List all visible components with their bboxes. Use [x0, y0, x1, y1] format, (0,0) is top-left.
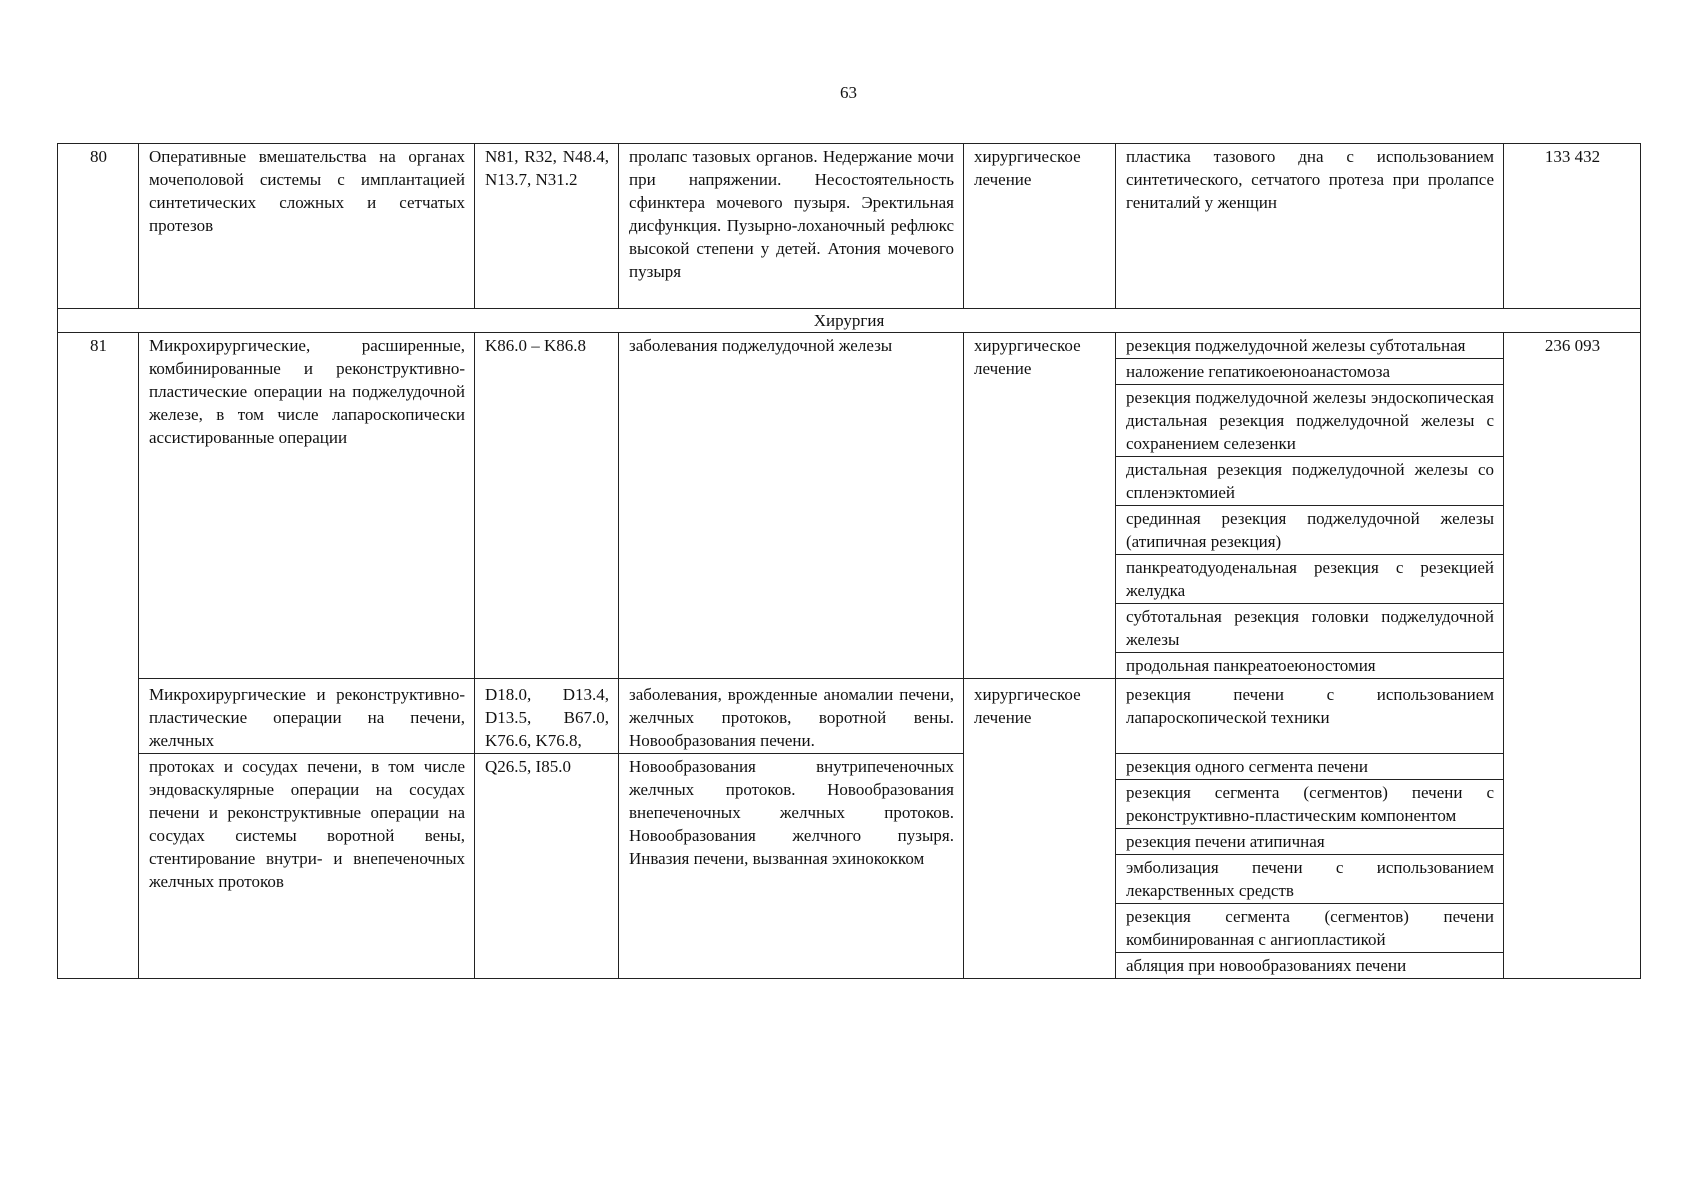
section-title: Хирургия	[58, 309, 1641, 333]
patient-model: заболевания, врожденные аномалии печени, желчных протоков, воротной вены. Новообразования печени.	[619, 679, 964, 754]
treatment-method: абляция при новообразованиях печени	[1116, 953, 1504, 979]
treatment-method: резекция поджелудочной железы эндоскопическая дистальная резекция поджелудочной железы с сохранением селезенки	[1116, 385, 1504, 457]
cost: 133 432	[1504, 144, 1641, 309]
icd-codes: K86.0 – K86.8	[475, 333, 619, 679]
treatment-type: хирургическое лечение	[964, 333, 1116, 679]
treatment-method: резекция сегмента (сегментов) печени с реконструктивно-пластическим компонентом	[1116, 780, 1504, 829]
cost: 236 093	[1504, 333, 1641, 979]
icd-codes: D18.0, D13.4, D13.5, B67.0, K76.6, K76.8,	[475, 679, 619, 754]
section-row	[58, 309, 1641, 333]
icd-codes: N81, R32, N48.4, N13.7, N31.2	[475, 144, 619, 309]
table-row-81	[58, 333, 1641, 359]
patient-model: Новообразования внутрипеченочных желчных протоков. Новообразования внепеченочных желчных протоков. Новообразования желчного пузыря. Инвазия печени, вызванная эхинококком	[619, 754, 964, 979]
service-name: Микрохирургические, расширенные, комбинированные и реконструктивно-пластические операции на поджелудочной железе, в том числе лапароскопически ассистированные операции	[139, 333, 475, 679]
treatment-method: дистальная резекция поджелудочной железы со спленэктомией	[1116, 457, 1504, 506]
treatment-method: резекция сегмента (сегментов) печени комбинированная с ангиопластикой	[1116, 904, 1504, 953]
row-number: 80	[58, 144, 139, 309]
treatment-method: эмболизация печени с использованием лекарственных средств	[1116, 855, 1504, 904]
treatment-method: резекция одного сегмента печени	[1116, 754, 1504, 780]
row-number: 81	[58, 333, 139, 979]
service-name: Микрохирургические и реконструктивно-пластические операции на печени, желчных	[139, 679, 475, 754]
service-name: Оперативные вмешательства на органах мочеполовой системы с имплантацией синтетических сложных и сетчатых протезов	[139, 144, 475, 309]
services-table	[57, 143, 1641, 979]
treatment-method: продольная панкреатоеюностомия	[1116, 653, 1504, 679]
treatment-method: срединная резекция поджелудочной железы (атипичная резекция)	[1116, 506, 1504, 555]
table-row-80	[58, 144, 1641, 309]
table-row	[58, 679, 1641, 754]
treatment-type: хирургическое лечение	[964, 679, 1116, 979]
treatment-type: хирургическое лечение	[964, 144, 1116, 309]
table-row	[58, 754, 1641, 780]
treatment-method: наложение гепатикоеюноанастомоза	[1116, 359, 1504, 385]
treatment-method: пластика тазового дна с использованием синтетического, сетчатого протеза при пролапсе гениталий у женщин	[1116, 144, 1504, 309]
services-table-container	[57, 143, 1640, 979]
treatment-method: субтотальная резекция головки поджелудочной железы	[1116, 604, 1504, 653]
treatment-method: резекция поджелудочной железы субтотальная	[1116, 333, 1504, 359]
icd-codes: Q26.5, I85.0	[475, 754, 619, 979]
treatment-method: резекция печени атипичная	[1116, 829, 1504, 855]
treatment-method: резекция печени с использованием лапароскопической техники	[1116, 679, 1504, 754]
treatment-method: панкреатодуоденальная резекция с резекцией желудка	[1116, 555, 1504, 604]
patient-model: заболевания поджелудочной железы	[619, 333, 964, 679]
service-name: протоках и сосудах печени, в том числе эндоваскулярные операции на сосудах печени и реконструктивные операции на сосудах системы воротной вены, стентирование внутри- и внепеченочных желчных протоков	[139, 754, 475, 979]
page-number: 63	[840, 83, 857, 102]
patient-model: пролапс тазовых органов. Недержание мочи при напряжении. Несостоятельность сфинктера мочевого пузыря. Эректильная дисфункция. Пузырно-лоханочный рефлюкс высокой степени у детей. Атония мочевого пузыря	[619, 144, 964, 309]
